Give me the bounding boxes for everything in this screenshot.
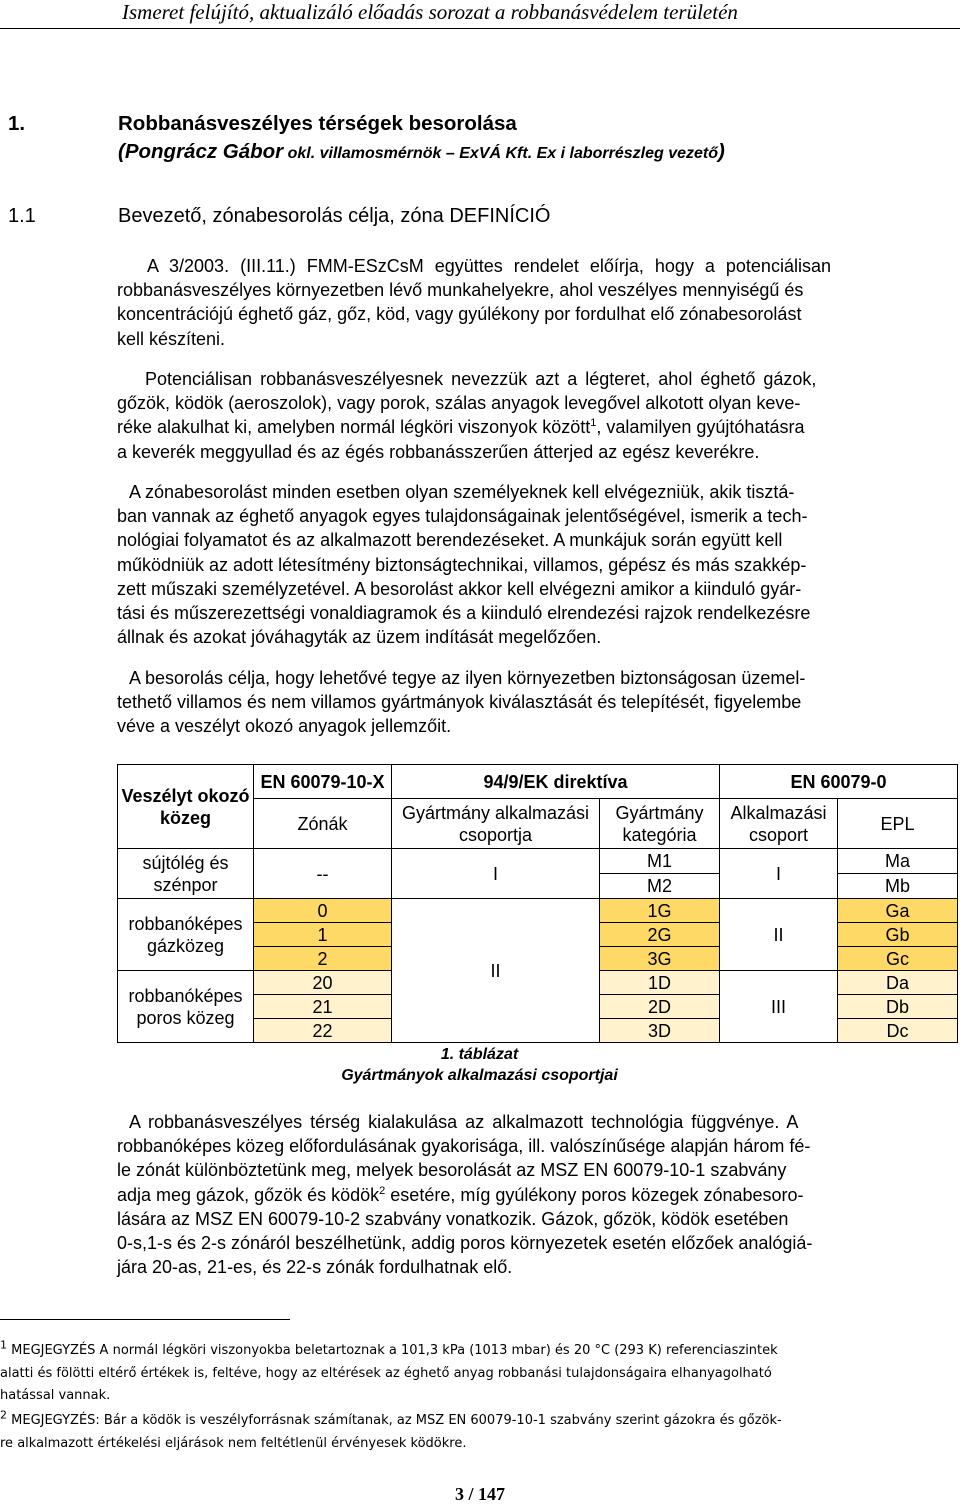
zone-cell: 20 [254, 971, 392, 995]
text-line: gőzök, ködök (aeroszolok), vagy porok, szálas anyagok levegővel alkotott olyan keve- [117, 393, 801, 414]
section-title: Robbanásveszélyes térségek besorolása [118, 112, 517, 135]
text-line: A besorolás célja, hogy lehetővé tegye az ilyen környezetben biztonságosan üzemel- [129, 668, 806, 688]
text-line: ban vannak az éghető anyagok egyes tulajdonságainak jelentőségével, ismerik a tech- [117, 506, 808, 527]
application-group-cell: III [720, 971, 838, 1043]
text-line: tethető villamos és nem villamos gyártmányok kiválasztását és telepítését, figyelembe [117, 692, 802, 713]
zone-cell: 0 [254, 899, 392, 923]
paragraph-3 [117, 480, 955, 649]
author-close: ) [718, 140, 725, 163]
footnote-text: MEGJEGYZÉS: Bár a ködök is veszélyforrásnak számítanak, az MSZ EN 60079-10-1 szabvány szerint gázokra és gőzök- [7, 1413, 782, 1428]
row-label-gas: robbanóképes gázközeg [118, 899, 254, 971]
header-en60079-0: EN 60079-0 [720, 765, 958, 799]
text-line: tási és műszerezettségi vonaldiagramok és a kiinduló elrendezési rajzok rendelkezésre [117, 603, 811, 624]
text-line [117, 1183, 955, 1207]
footnote-text: MEGJEGYZÉS A normál légköri viszonyokba beletartoznak a 101,3 kPa (1013 mbar) és 20 °C (293 K) referenciaszintek [7, 1343, 778, 1358]
text-fragment: réke alakulhat ki, amelyben normál légköri viszonyok között [117, 417, 591, 438]
footnote-line: alatti és fölötti eltérő értékek is, feltéve, hogy az eltérések az éghető anyag robbanási tulajdonságaira elhanyagolható [0, 1365, 772, 1381]
header-en60079-10: EN 60079-10-X [254, 765, 392, 799]
table-caption [117, 1044, 842, 1086]
header-epl: EPL [838, 799, 958, 849]
text-line: A robbanásveszélyes térség kialakulása az alkalmazott technológia függvénye. A [129, 1112, 799, 1132]
category-cell: 2D [600, 995, 720, 1019]
text-line: robbanásveszélyes környezetben lévő munkahelyekre, ahol veszélyes mennyiségű és [117, 280, 804, 301]
epl-cell: Db [838, 995, 958, 1019]
text-line: koncentrációjú éghető gáz, gőz, köd, vagy gyúlékony por fordulhat elő zónabesorolást [117, 304, 802, 325]
epl-cell: Gc [838, 947, 958, 971]
group-cell: II [392, 899, 600, 1043]
zone-cell: 22 [254, 1019, 392, 1043]
paragraph-5 [117, 1110, 955, 1279]
footnote-ref-1[interactable]: 1 [590, 417, 597, 430]
text-line: kell készíteni. [117, 328, 226, 349]
footnote-ref-2[interactable]: 2 [379, 1184, 386, 1197]
text-line: A zónabesorolást minden esetben olyan személyeknek kell elvégezniük, akik tisztá- [129, 482, 795, 502]
paragraph-4 [117, 666, 955, 739]
text-fragment: adja meg gázok, gőzök és ködök [117, 1184, 380, 1205]
footnote-line: hatással vannak. [0, 1388, 111, 1403]
section-heading-1 [8, 112, 908, 166]
author-open: ( [118, 140, 125, 163]
footnote-line: re alkalmazott értékelési eljárások nem feltétlenül érvényesek ködökre. [0, 1435, 467, 1451]
header-product-group: Gyártmány alkalmazási csoportja [392, 799, 600, 849]
epl-cell: Gb [838, 923, 958, 947]
text-line: zett műszaki személyzetével. A besorolást akkor kell elvégezni amikor a kiinduló gyár- [117, 578, 802, 599]
text-line: lására az MSZ EN 60079-10-2 szabvány vonatkozik. Gázok, gőzök, ködök esetében [117, 1208, 789, 1229]
group-cell: I [392, 849, 600, 899]
category-cell: M2 [600, 874, 720, 899]
footnote-line [0, 1410, 960, 1433]
text-line: le zónát különböztetünk meg, melyek besorolását az MSZ EN 60079-10-1 szabvány [117, 1160, 787, 1181]
footnote-separator [0, 1319, 290, 1320]
author-name: Pongrácz Gábor [124, 140, 284, 163]
epl-cell: Dc [838, 1019, 958, 1043]
text-line: működniük az adott létesítmény biztonságtechnikai, villamos, gépész és más szakkép- [117, 554, 807, 575]
category-cell: 3D [600, 1019, 720, 1043]
caption-title: Gyártmányok alkalmazási csoportjai [341, 1067, 618, 1084]
application-group-cell: I [720, 849, 838, 899]
epl-cell: Da [838, 971, 958, 995]
footnote-1 [0, 1340, 960, 1408]
section-heading-1-1 [8, 205, 908, 233]
epl-cell: Mb [838, 874, 958, 899]
category-cell: 2G [600, 923, 720, 947]
category-cell: 1G [600, 899, 720, 923]
footnote-number: 1 [0, 1338, 7, 1352]
epl-cell: Ma [838, 849, 958, 874]
header-medium: Veszélyt okozó közeg [118, 765, 254, 849]
category-cell: M1 [600, 849, 720, 874]
paragraph-1 [117, 254, 955, 351]
text-line: nológiai folyamatot és az alkalmazott berendezéseket. A munkájuk során együtt kell [117, 530, 783, 551]
footnote-2 [0, 1410, 960, 1455]
text-line: 0-s,1-s és 2-s zónáról beszélhetünk, addig poros környezetek esetén előzőek analógiá- [117, 1233, 813, 1254]
category-cell: 1D [600, 971, 720, 995]
text-fragment: , valamilyen gyújtóhatásra [596, 417, 805, 438]
application-group-cell: II [720, 899, 838, 971]
text-line: a keverék meggyullad és az égés robbanásszerűen átterjed az egész keverékre. [117, 441, 760, 462]
header-directive: 94/9/EK direktíva [392, 765, 720, 799]
text-line: véve a veszélyt okozó anyagok jellemzőit. [117, 716, 452, 737]
section-number: 1. [8, 112, 26, 135]
zone-cell: 21 [254, 995, 392, 1019]
section-title: Bevezető, zónabesorolás célja, zóna DEFINÍCIÓ [118, 205, 551, 227]
text-fragment: esetére, míg gyúlékony poros közegek zónabesoro- [385, 1184, 804, 1205]
text-line: jára 20-as, 21-es, és 22-s zónák fordulhatnak elő. [117, 1257, 513, 1278]
section-number: 1.1 [8, 205, 36, 227]
page-number: 3 / 147 [454, 1484, 505, 1504]
category-cell: 3G [600, 947, 720, 971]
caption-number: 1. táblázat [440, 1046, 519, 1063]
text-line: robbanóképes közeg előfordulásának gyakorisága, ill. valószínűsége alapján három fé- [117, 1136, 811, 1157]
header-text: Ismeret felújító, aktualizáló előadás sorozat a robbanásvédelem területén [122, 0, 738, 24]
header-product-category: Gyártmány kategória [600, 799, 720, 849]
product-group-table [117, 764, 958, 1043]
text-line: Potenciálisan robbanásveszélyesnek nevezzük azt a légteret, ahol éghető gázok, [145, 369, 817, 389]
paragraph-2 [117, 367, 955, 464]
row-label-mining: sújtólég és szénpor [118, 849, 254, 899]
zone-cell: 1 [254, 923, 392, 947]
footnote-number: 2 [0, 1408, 7, 1422]
footnote-line [0, 1340, 960, 1363]
text-line: állnak és azokat jóváhagyták az üzem indítását megelőzően. [117, 627, 602, 648]
header-application-group: Alkalmazási csoport [720, 799, 838, 849]
row-label-dust: robbanóképes poros közeg [118, 971, 254, 1043]
text-line [117, 415, 955, 439]
zone-cell: 2 [254, 947, 392, 971]
header-zones: Zónák [254, 799, 392, 849]
author-role: okl. villamosmérnök – ExVÁ Kft. Ex i laborrészleg vezető [283, 145, 718, 162]
epl-cell: Ga [838, 899, 958, 923]
text-line: A 3/2003. (III.11.) FMM-ESzCsM együttes rendelet előírja, hogy a potenciálisan [147, 256, 831, 276]
running-header [0, 0, 960, 29]
zone-cell: -- [254, 849, 392, 899]
author-line [118, 140, 725, 164]
